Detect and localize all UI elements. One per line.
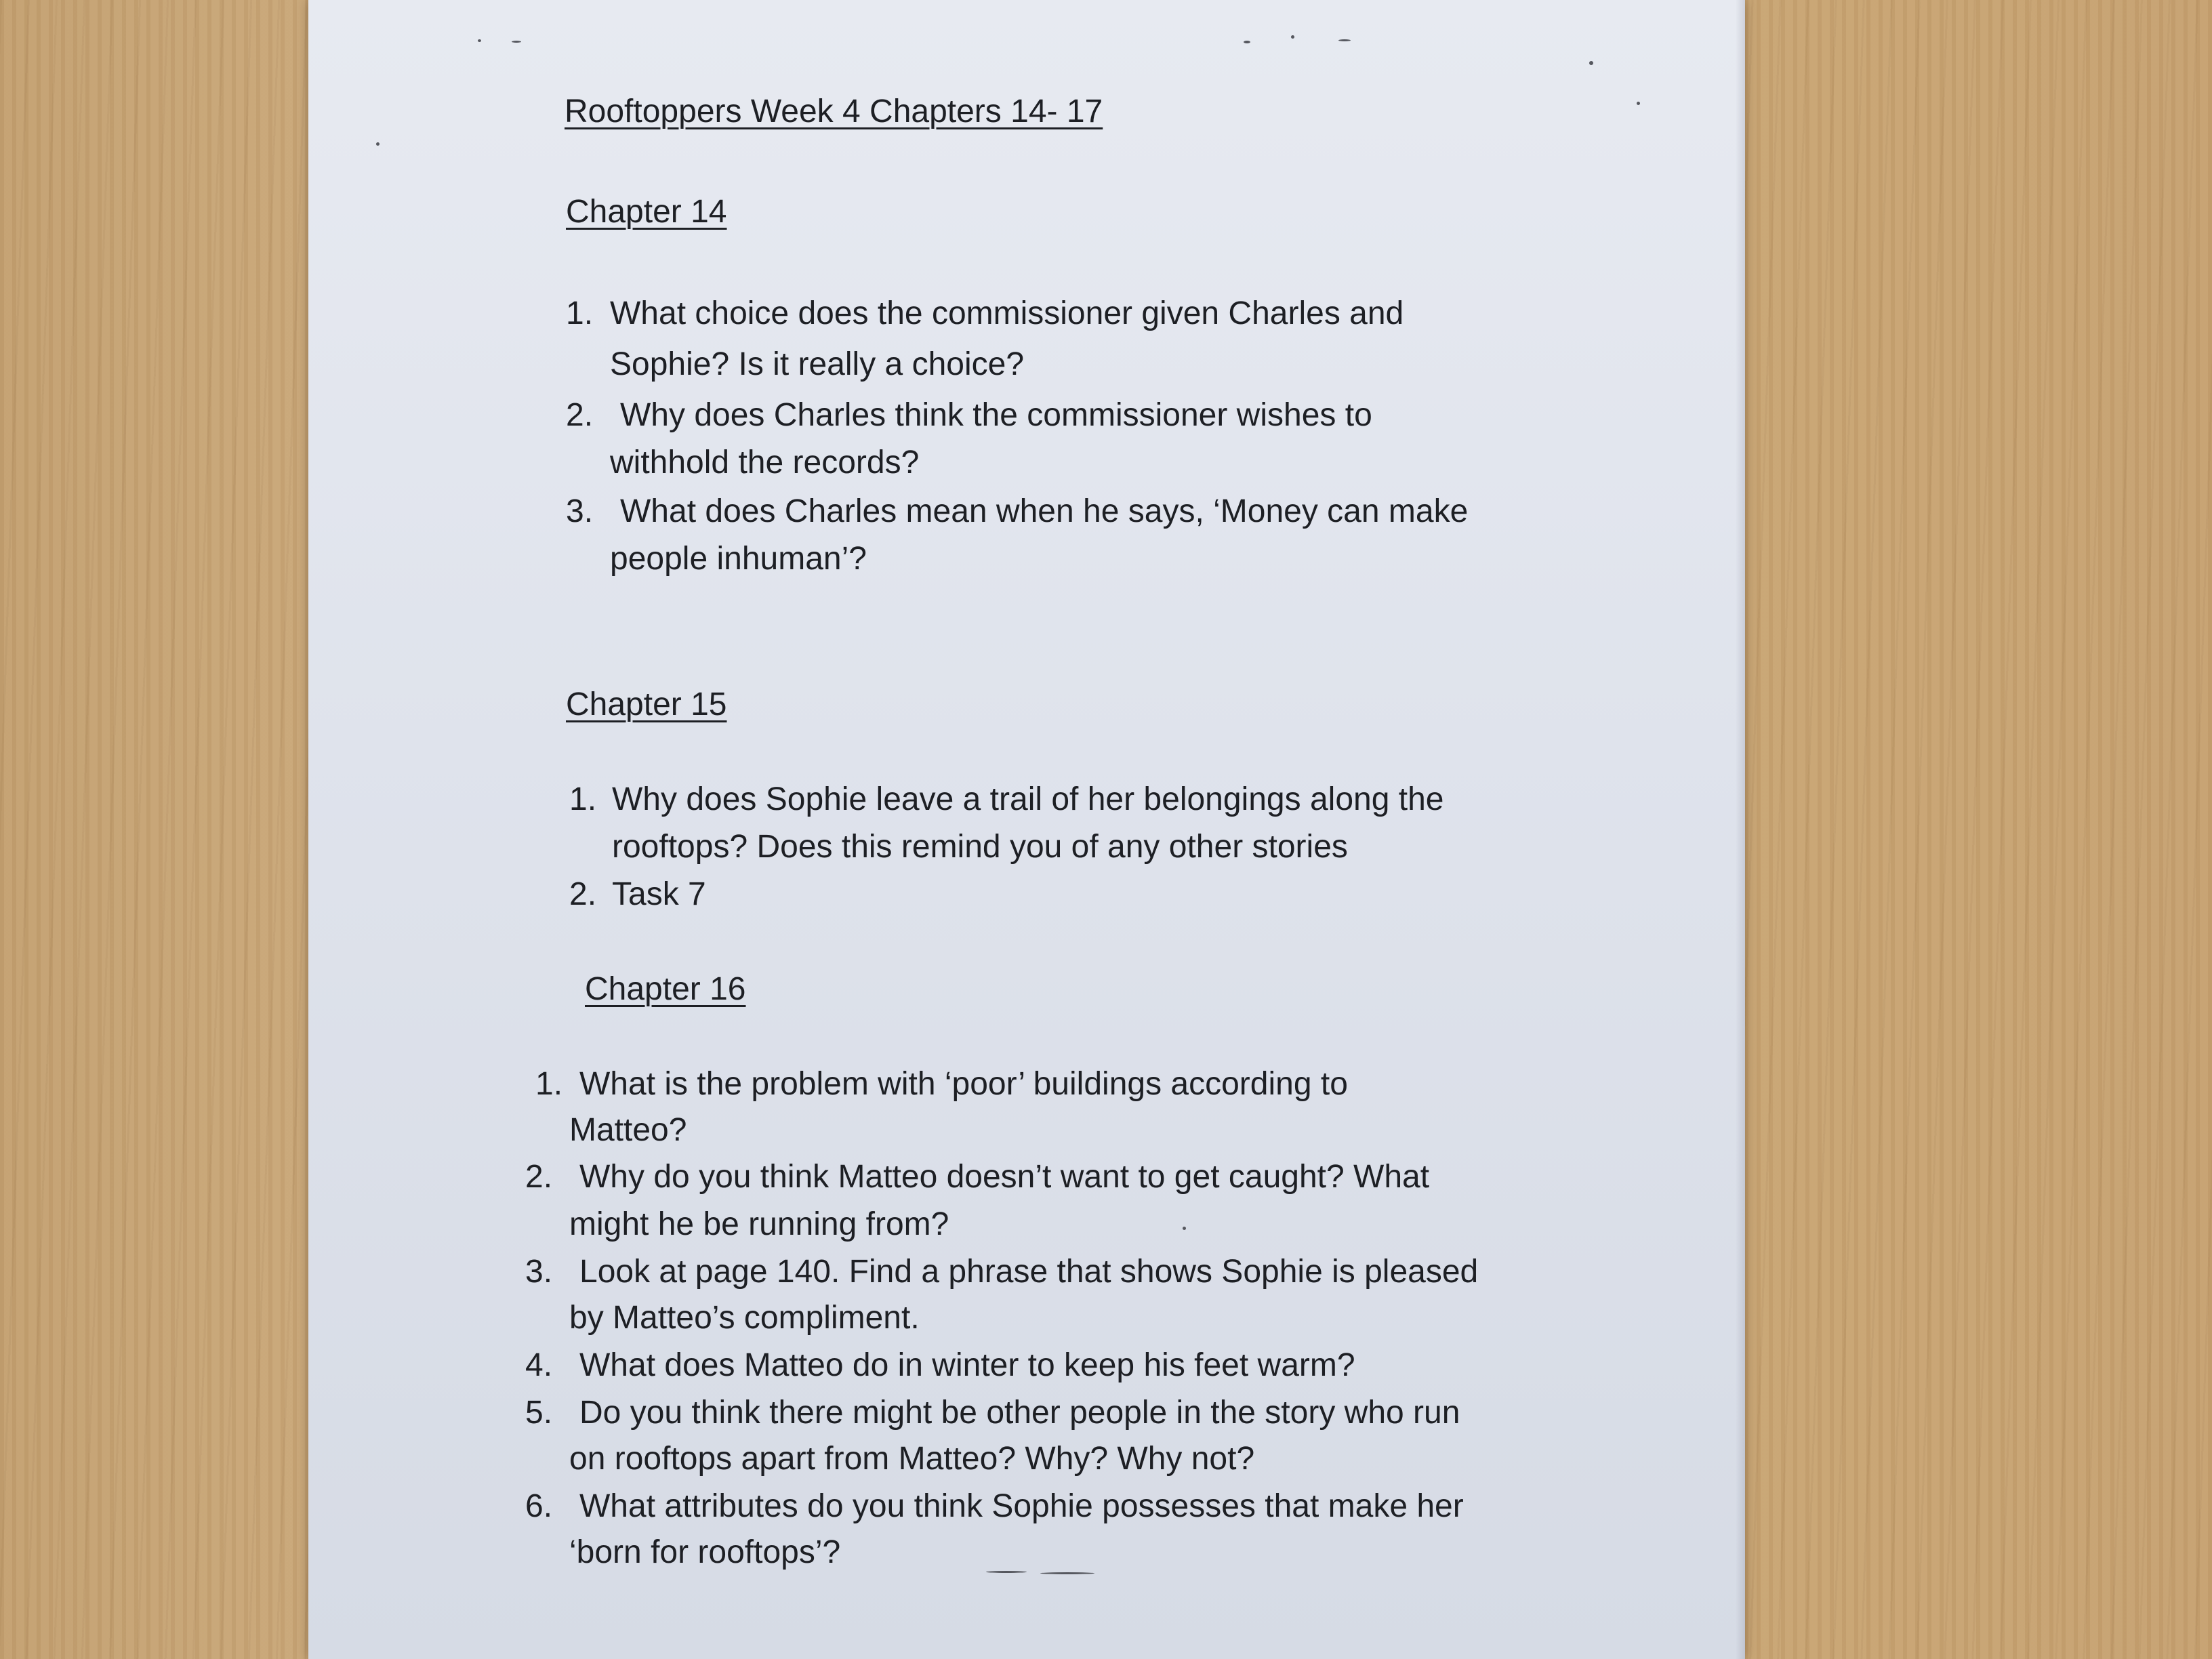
photocopy-speck <box>1291 35 1294 39</box>
question-text: Matteo? <box>569 1112 687 1148</box>
question-number: 1. <box>535 1066 563 1102</box>
question-text: Task 7 <box>612 876 706 912</box>
question-number: 1. <box>566 295 594 331</box>
question-text: people inhuman’? <box>610 541 867 577</box>
photocopy-speck <box>478 39 481 42</box>
question-number: 6. <box>525 1488 553 1524</box>
photocopy-speck <box>1338 39 1351 41</box>
question-text: Look at page 140. Find a phrase that shows Sophie is pleased <box>579 1254 1479 1290</box>
question-text: ‘born for rooftops’? <box>569 1534 841 1570</box>
photocopy-speck <box>1183 1227 1186 1230</box>
worksheet-title: Rooftoppers Week 4 Chapters 14- 17 <box>565 94 1103 129</box>
question-text: Do you think there might be other people in the story who run <box>579 1395 1460 1431</box>
question-text: What does Charles mean when he says, ‘Money can make <box>620 493 1469 529</box>
question-text: Why do you think Matteo doesn’t want to get caught? What <box>579 1159 1430 1195</box>
photocopy-speck <box>1244 41 1250 43</box>
worksheet-paper <box>308 0 1745 1659</box>
question-number: 1. <box>569 781 597 817</box>
photocopy-speck <box>1040 1572 1094 1574</box>
question-text: Why does Sophie leave a trail of her belongings along the <box>612 781 1444 817</box>
photocopy-speck <box>1637 102 1640 105</box>
question-number: 2. <box>566 397 594 433</box>
photocopy-speck <box>512 41 521 43</box>
question-text: What choice does the commissioner given Charles and <box>610 295 1404 331</box>
question-number: 4. <box>525 1347 553 1383</box>
question-text: might he be running from? <box>569 1206 949 1242</box>
question-text: Sophie? Is it really a choice? <box>610 346 1025 382</box>
question-number: 3. <box>525 1254 553 1290</box>
paper-edge-shadow <box>1736 0 1745 1659</box>
question-text: on rooftops apart from Matteo? Why? Why not? <box>569 1441 1255 1477</box>
question-text: by Matteo’s compliment. <box>569 1300 920 1336</box>
photocopy-speck <box>1589 61 1593 65</box>
question-text: What attributes do you think Sophie possesses that make her <box>579 1488 1464 1524</box>
question-text: What is the problem with ‘poor’ buildings according to <box>579 1066 1348 1102</box>
chapter-16-heading: Chapter 16 <box>585 971 746 1007</box>
chapter-15-heading: Chapter 15 <box>566 687 727 722</box>
question-number: 2. <box>569 876 597 912</box>
question-text: rooftops? Does this remind you of any other stories <box>612 829 1348 865</box>
photocopy-speck <box>986 1571 1027 1573</box>
question-text: withhold the records? <box>610 445 920 480</box>
chapter-14-heading: Chapter 14 <box>566 194 727 230</box>
question-number: 3. <box>566 493 594 529</box>
question-text: What does Matteo do in winter to keep his feet warm? <box>579 1347 1355 1383</box>
question-number: 5. <box>525 1395 553 1431</box>
photocopy-speck <box>376 142 380 146</box>
question-number: 2. <box>525 1159 553 1195</box>
question-text: Why does Charles think the commissioner wishes to <box>620 397 1372 433</box>
